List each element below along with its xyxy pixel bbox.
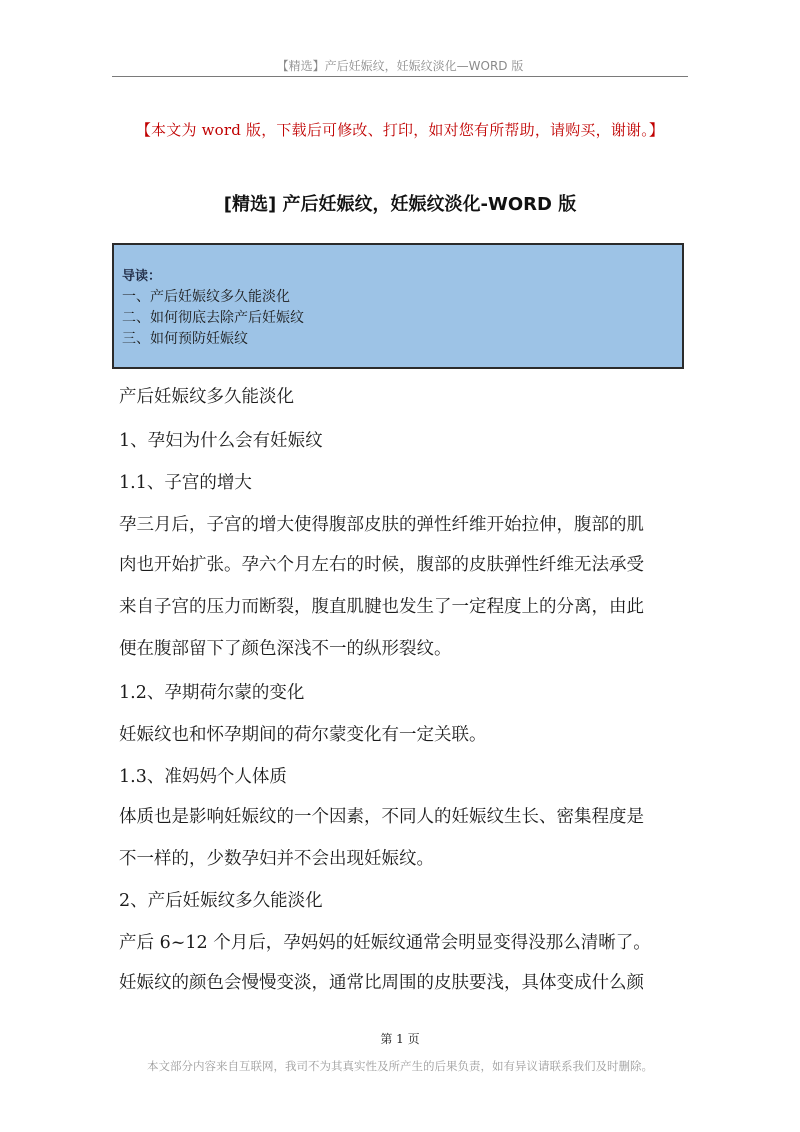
- paragraph-line: 妊娠纹也和怀孕期间的荷尔蒙变化有一定关联。: [119, 725, 487, 745]
- paragraph-line: 妊娠纹的颜色会慢慢变淡，通常比周围的皮肤要浅，具体变成什么颜: [119, 973, 644, 993]
- subheading: 1.3、准妈妈个人体质: [119, 767, 287, 787]
- page-number: 第 1 页: [380, 1032, 420, 1046]
- paragraph-line: 肉也开始扩张。孕六个月左右的时候，腹部的皮肤弹性纤维无法承受: [119, 555, 644, 575]
- subheading: 1.1、子宫的增大: [119, 473, 252, 493]
- paragraph-line: 孕三月后，子宫的增大使得腹部皮肤的弹性纤维开始拉伸，腹部的肌: [119, 515, 644, 535]
- subheading: 1.2、孕期荷尔蒙的变化: [119, 683, 305, 703]
- paragraph-line: 体质也是影响妊娠纹的一个因素，不同人的妊娠纹生长、密集程度是: [119, 807, 644, 827]
- paragraph-line: 来自子宫的压力而断裂，腹直肌腱也发生了一定程度上的分离，由此: [119, 597, 644, 617]
- paragraph-line: 不一样的，少数孕妇并不会出现妊娠纹。: [119, 849, 434, 869]
- reading-guide-box: [112, 243, 684, 369]
- reading-guide-item: 一、产后妊娠纹多久能淡化: [122, 289, 290, 305]
- subheading: 2、产后妊娠纹多久能淡化: [119, 891, 323, 911]
- word-version-notice: 【本文为 word 版，下载后可修改、打印，如对您有所帮助，请购买，谢谢。】: [135, 121, 665, 139]
- footer-disclaimer: 本文部分内容来自互联网，我司不为其真实性及所产生的后果负责，如有异议请联系我们及时删除。: [147, 1059, 653, 1073]
- subheading: 1、孕妇为什么会有妊娠纹: [119, 431, 323, 451]
- paragraph-line: 便在腹部留下了颜色深浅不一的纵形裂纹。: [119, 639, 452, 659]
- reading-guide-item: 三、如何预防妊娠纹: [122, 331, 248, 347]
- reading-guide-heading: 导读：: [122, 269, 162, 284]
- header-title: 【精选】产后妊娠纹，妊娠纹淡化—WORD 版: [276, 59, 524, 73]
- document-title: [精选] 产后妊娠纹，妊娠纹淡化-WORD 版: [223, 194, 577, 215]
- reading-guide-item: 二、如何彻底去除产后妊娠纹: [122, 310, 304, 326]
- paragraph-line: 产后 6~12 个月后，孕妈妈的妊娠纹通常会明显变得没那么清晰了。: [119, 933, 651, 953]
- section-heading: 产后妊娠纹多久能淡化: [119, 387, 294, 407]
- header-divider: [112, 76, 688, 77]
